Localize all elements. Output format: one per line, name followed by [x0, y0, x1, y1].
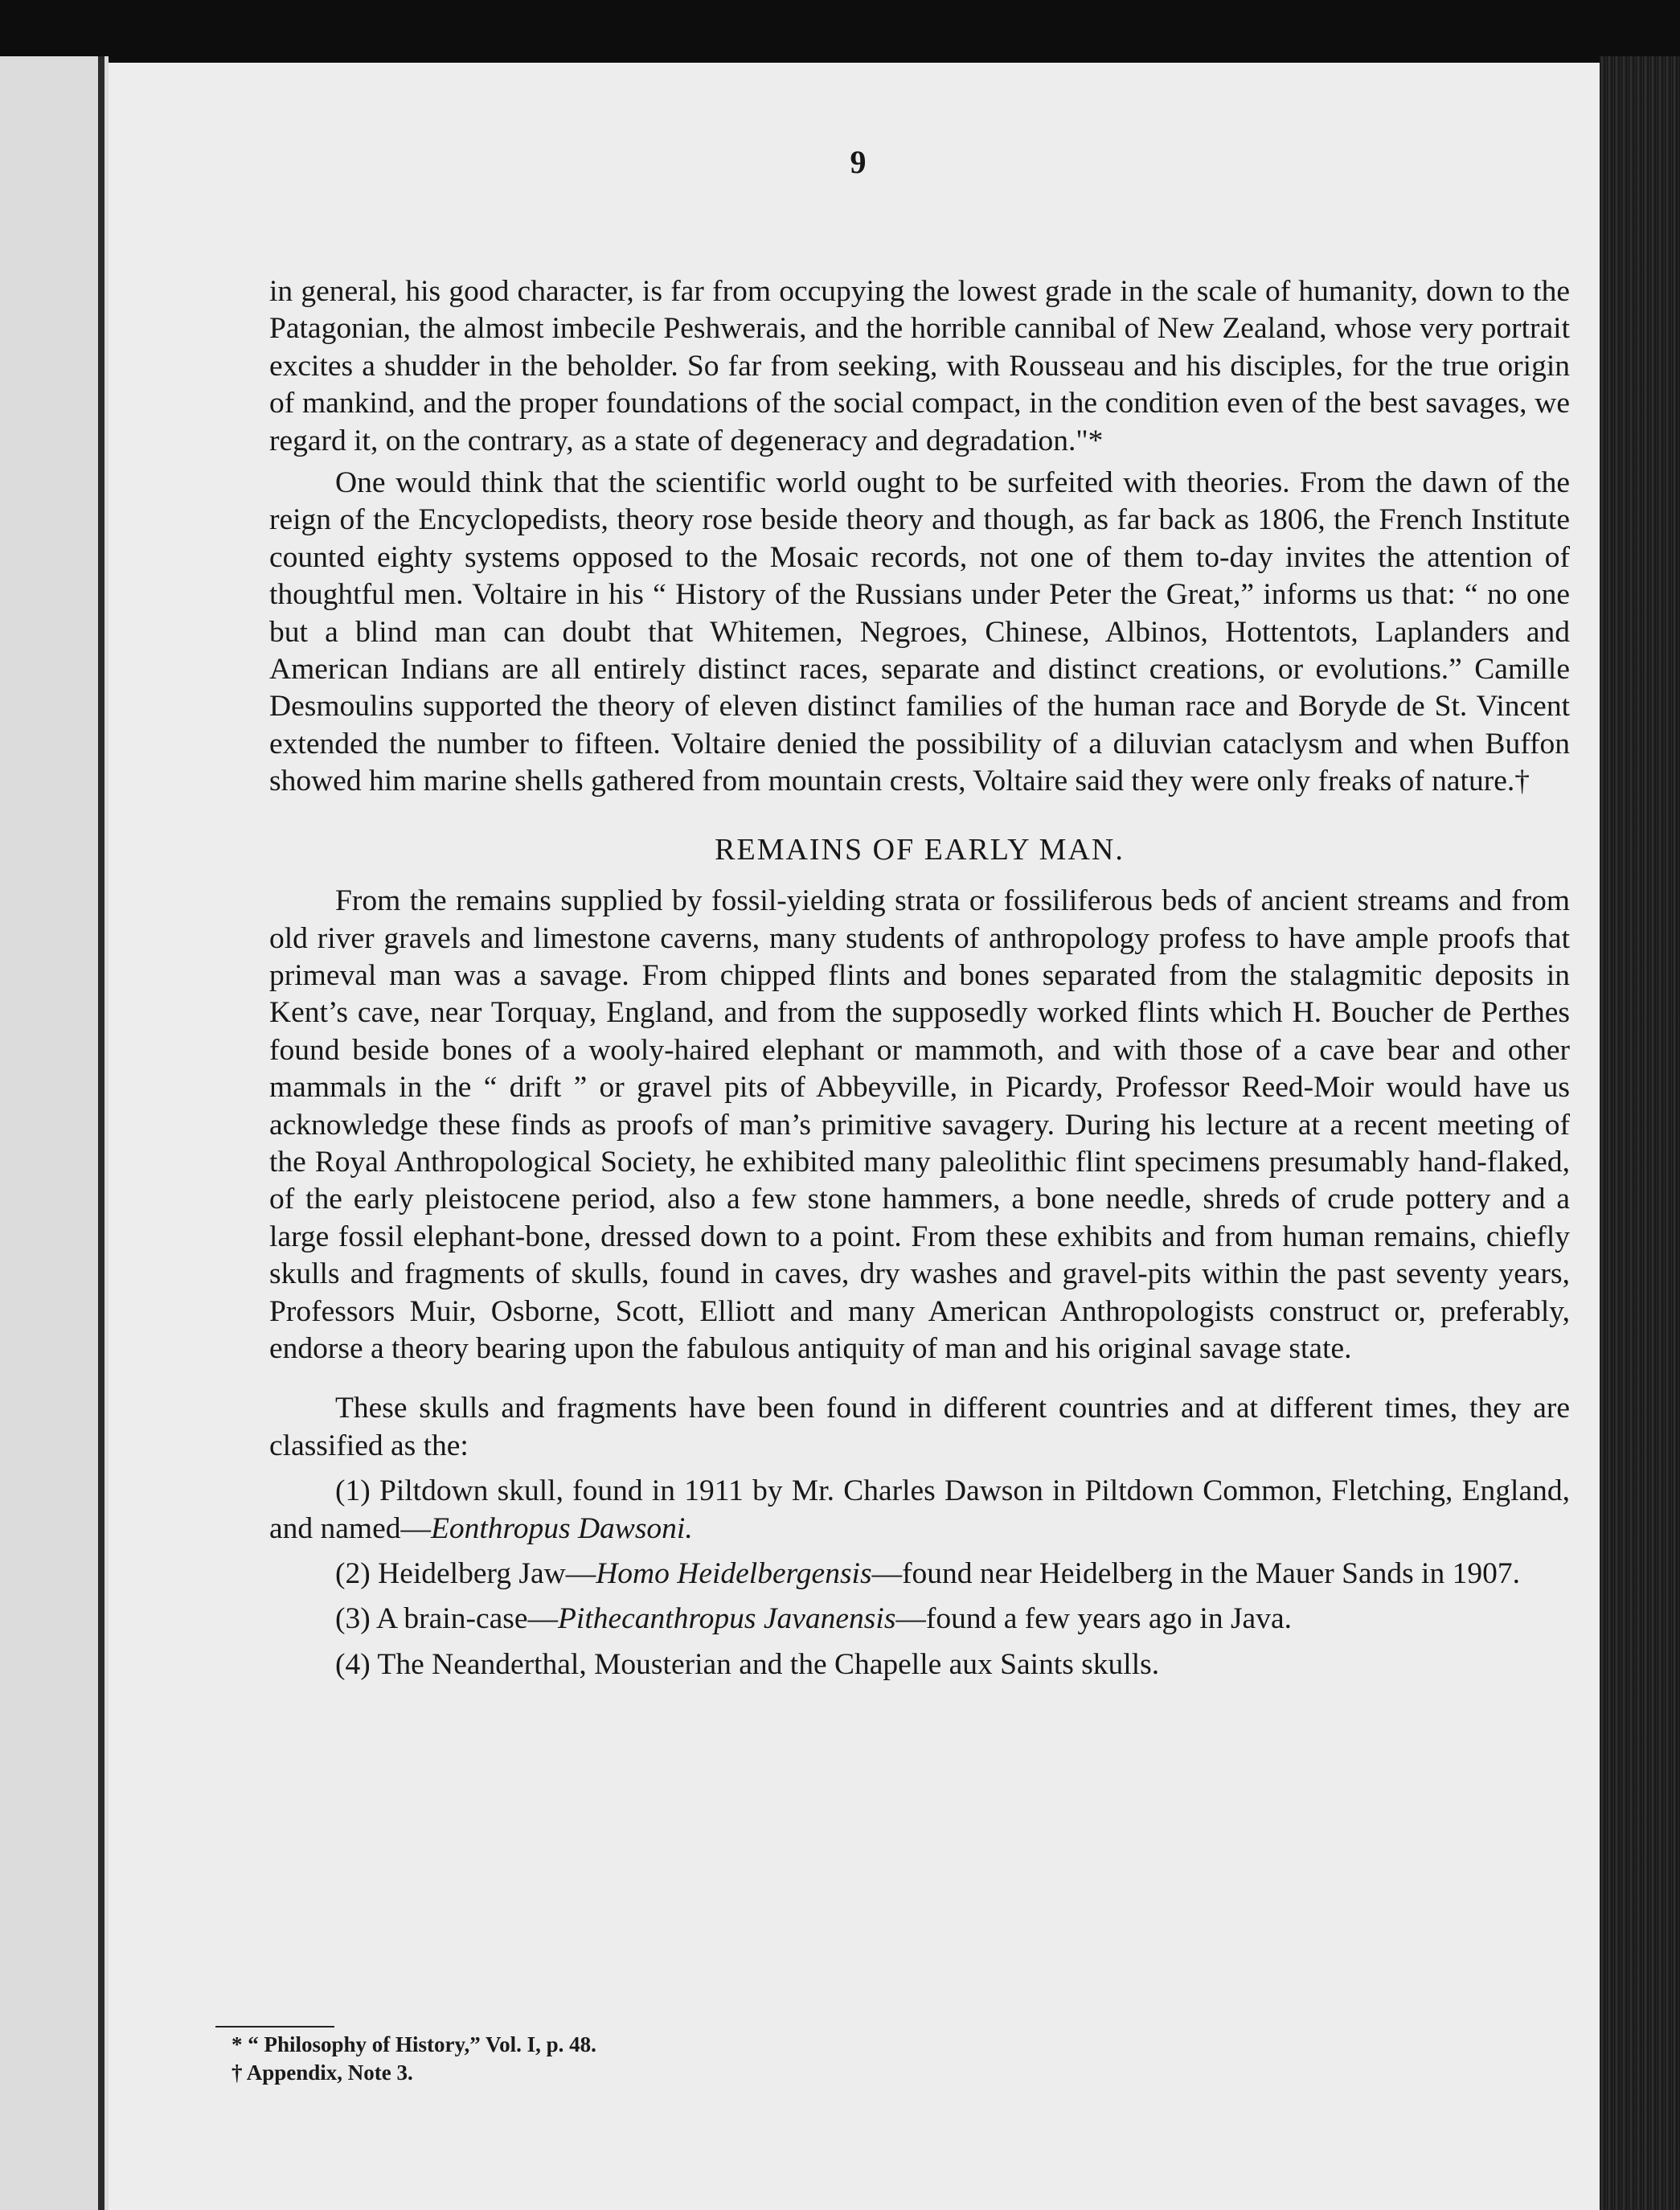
book-binding: [98, 56, 104, 2210]
footnote-2: † Appendix, Note 3.: [232, 2060, 413, 2085]
list-item-piltdown: (1) Piltdown skull, found in 1911 by Mr. Charles Dawson in Piltdown Common, Fletching, England, and named—Eonthropus Dawsoni.: [269, 1474, 1570, 1545]
paragraph-skulls-intro: These skulls and fragments have been found in different countries and at different times, they are classified as the:: [269, 1392, 1570, 1462]
paragraph-theories: One would think that the scientific world ought to be surfeited with theories. From the dawn of the reign of the Encyclopedists, theory rose beside theory and though, as far back as 1806, the French Institute counted eighty systems opposed to the Mosaic records, not one of them to-day invites the attention of thoughtful men. Voltaire in his “ History of the Russians under Peter the Great,” informs us that: “ no one but a blind man can doubt that Whitemen, Negroes, Chinese, Albinos, Hottentots, Laplanders and American Indians are all entirely distinct races, separate and distinct creations, or evolutions.” Camille Desmoulins supported the theory of eleven distinct families of the human race and Boryde de St. Vincent extended the number to fifteen. Voltaire denied the possibility of a diluvian cataclysm and when Buffon showed him marine shells gathered from mountain crests, Voltaire said they were only freaks of nature.†: [269, 466, 1570, 798]
page-text: [269, 273, 1570, 1683]
paragraph-continuation: in general, his good character, is far from occupying the lowest grade in the scale of humanity, down to the Patagonian, the almost imbecile Peshwerais, and the horrible cannibal of New Zealand, whose very portrait excites a shudder in the beholder. So far from seeking, with Rousseau and his disciples, for the true origin of mankind, and the proper foundations of the social compact, in the condition even of the best savages, we regard it, on the contrary, as a state of degeneracy and degradation."*: [269, 275, 1570, 457]
list-item-java: (3) A brain-case—Pithecanthropus Javanensis—found a few years ago in Java.: [335, 1602, 1292, 1636]
book-block-edge: [1600, 56, 1680, 2210]
paragraph-remains: From the remains supplied by fossil-yielding strata or fossiliferous beds of ancient streams and from old river gravels and limestone caverns, many students of anthropology profess to have ample proofs that primeval man was a savage. From chipped flints and bones separated from the stalagmitic deposits in Kent’s cave, near Torquay, England, and from the supposedly worked flints which H. Boucher de Perthes found beside bones of a wooly-haired elephant or mammoth, and with those of a cave bear and other mammals in the “ drift ” or gravel pits of Abbeyville, in Picardy, Professor Reed-Moir would have us acknowledge these finds as proofs of man’s primitive savagery. During his lecture at a recent meeting of the Royal Anthropological Society, he exhibited many paleolithic flint specimens presumably hand-flaked, of the early pleistocene period, also a few stone hammers, a bone needle, shreds of crude pottery and a large fossil elephant-bone, dressed down to a point. From these exhibits and from human remains, chiefly skulls and fragments of skulls, found in caves, dry washes and gravel-pits within the past seventy years, Professors Muir, Osborne, Scott, Elliott and many American Anthropologists construct or, preferably, endorse a theory bearing upon the fabulous antiquity of man and his original savage state.: [269, 884, 1570, 1365]
footnote-divider: [215, 2026, 334, 2028]
footnote-1: * “ Philosophy of History,” Vol. I, p. 48.: [232, 2032, 596, 2056]
previous-page-edge: [0, 56, 109, 2210]
page-number: 9: [850, 144, 867, 180]
book-page: [109, 63, 1608, 2210]
footnotes: [232, 2031, 596, 2087]
scan-top-border: [0, 0, 1680, 72]
list-item-neanderthal: (4) The Neanderthal, Mousterian and the Chapelle aux Saints skulls.: [335, 1647, 1160, 1681]
list-item-heidelberg: (2) Heidelberg Jaw—Homo Heidelbergensis—found near Heidelberg in the Mauer Sands in 1907.: [335, 1557, 1520, 1590]
section-heading: REMAINS OF EARLY MAN.: [715, 832, 1125, 867]
